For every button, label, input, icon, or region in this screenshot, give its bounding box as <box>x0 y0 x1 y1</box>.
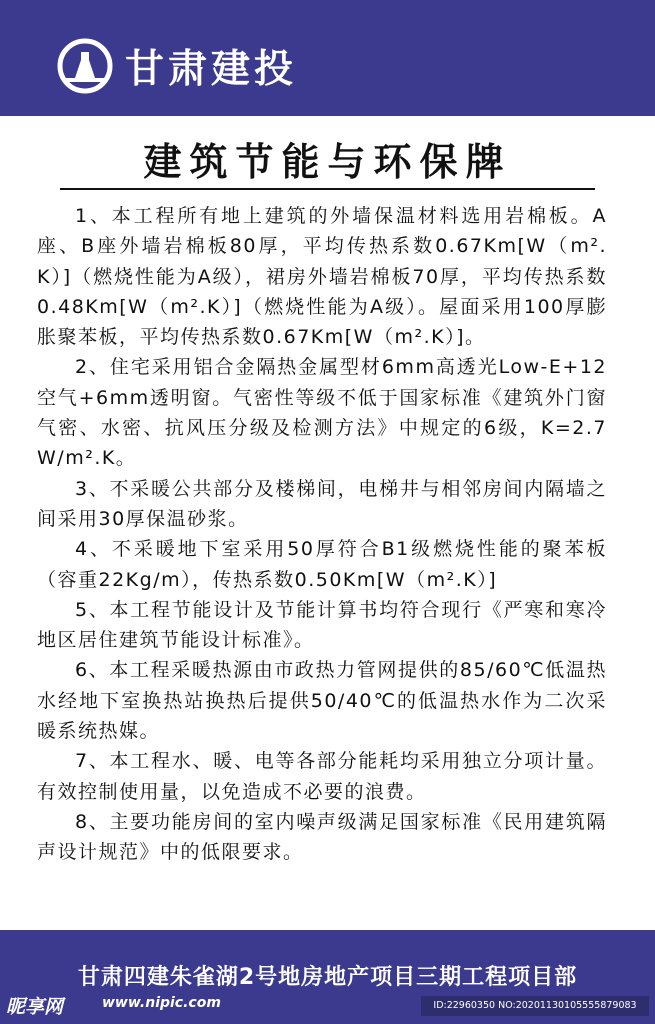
list-item: 8、主要功能房间的室内噪声级满足国家标准《民用建筑隔声设计规范》中的低限要求。 <box>37 810 607 864</box>
watermark-logo: 昵享网 <box>6 996 64 1018</box>
board-title: 建筑节能与环保牌 <box>143 140 512 184</box>
company-name: 甘肃建投 <box>125 47 298 92</box>
watermark-id: ID:22960350 NO:20201130105555879083 <box>421 996 649 1016</box>
footer-banner <box>0 930 655 1024</box>
list-item: 6、本工程采暖热源由市政热力管网提供的85/60℃低温热水经地下室换热站换热后提供50/40℃的低温热水作为二次采暖系统热媒。 <box>37 659 607 743</box>
title-divider <box>60 188 595 190</box>
header-banner <box>0 0 655 116</box>
list-item: 2、住宅采用铝合金隔热金属型材6mm高透光Low-E+12空气+6mm透明窗。气密性等级不低于国家标准《建筑外门窗气密、水密、抗风压分级及检测方法》中规定的6级，K=2.7W/m².K。 <box>37 356 607 470</box>
board-content <box>37 201 607 868</box>
list-item: 7、本工程水、暖、电等各部分能耗均采用独立分项计量。有效控制使用量，以免造成不必要的浪费。 <box>37 750 607 803</box>
company-logo-icon <box>57 38 113 94</box>
watermark-url: www.nipic.com <box>102 995 221 1011</box>
list-item: 5、本工程节能设计及节能计算书均符合现行《严寒和寒冷地区居住建筑节能设计标准》。 <box>37 598 607 652</box>
list-item: 1、本工程所有地上建筑的外墙保温材料选用岩棉板。A座、B座外墙岩棉板80厚，平均传热系数0.67Km[W（m².K）]（燃烧性能为A级），裙房外墙岩棉板70厚，平均传热系数0.48Km[W（m².K）]（燃烧性能为A级）。屋面采用100厚膨胀聚苯板，平均传热系数0.67Km[W（m².K）]。 <box>37 205 607 349</box>
list-item: 4、不采暖地下室采用50厚符合B1级燃烧性能的聚苯板（容重22Kg/m），传热系数0.50Km[W（m².K）] <box>37 538 607 591</box>
list-item: 3、不采暖公共部分及楼梯间，电梯井与相邻房间内隔墙之间采用30厚保温砂浆。 <box>37 477 607 530</box>
project-name: 甘肃四建朱雀湖2号地房地产项目三期工程项目部 <box>77 965 578 990</box>
